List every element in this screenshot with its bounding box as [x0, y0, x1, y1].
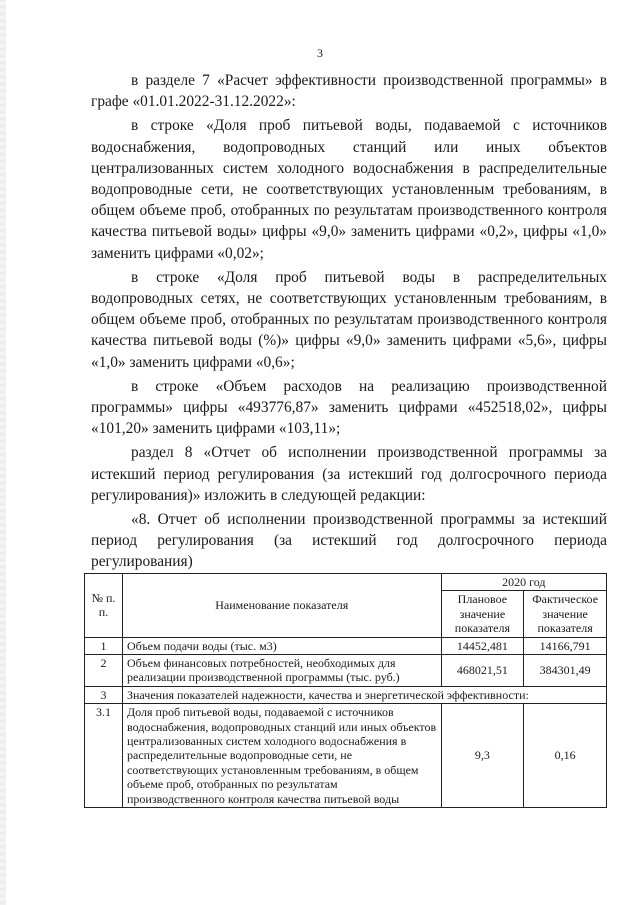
header-plan: Плановое значение показателя	[441, 591, 524, 637]
paragraph-section-7: в разделе 7 «Расчет эффективности производственной программы» в графе «01.01.2022-31.12.2022»:	[91, 72, 607, 111]
row-num: 1	[85, 637, 123, 654]
row-name: Значения показателей надежности, качества и энергетической эффективности:	[123, 686, 607, 703]
row-num: 2	[85, 655, 123, 687]
header-fact: Фактическое значение показателя	[524, 591, 607, 637]
scan-edge-artifact	[0, 0, 6, 905]
paragraph-row-source-water: в строке «Доля проб питьевой воды, подаваемой с источников водоснабжения, водопроводных станций или иных объектов централизованных систем холодного водоснабжения в распределительные водопроводные сети, не соответствующих установленным требованиям, в общем объеме проб, отобранных по результатам производственного контроля качества питьевой воды» цифры «9,0» заменить цифрами «0,2», цифры «1,0» заменить цифрами «0,02»;	[91, 117, 607, 262]
row-name: Объем финансовых потребностей, необходимых для реализации производственной программы (тыс. руб.)	[123, 655, 442, 687]
page-number: 3	[317, 46, 323, 60]
row-fact: 0,16	[524, 704, 607, 808]
row-plan: 14452,481	[441, 637, 524, 654]
paragraph-section-8-title: «8. Отчет об исполнении производственной программы за истекший период регулирования (за истекший год долгосрочного периода регулирования)	[91, 511, 607, 571]
table-row	[85, 704, 607, 808]
paragraph-row-network-water: в строке «Доля проб питьевой воды в распределительных водопроводных сетях, не соответствующих установленным требованиям, в общем объеме проб, отобранных по результатам производственного контроля качества питьевой воды (%)» цифры «9,0» заменить цифрами «5,6», цифры «1,0» заменить цифрами «0,6»;	[91, 268, 607, 371]
paragraph-row-expenses: в строке «Объем расходов на реализацию производственной программы» цифры «493776,87» заменить цифрами «452518,02», цифры «101,20» заменить цифрами «103,11»;	[91, 377, 607, 438]
paragraph-section-8: раздел 8 «Отчет об исполнении производственной программы за истекший период регулирования (за истекший год долгосрочного периода регулирования)» изложить в следующей редакции:	[91, 444, 607, 504]
row-fact: 384301,49	[524, 655, 607, 687]
row-name: Доля проб питьевой воды, подаваемой с источников водоснабжения, водопроводных станций или иных объектов централизованных систем холодного водоснабжения в распределительные водопроводные сети, не соответствующих установленным требованиям, в общем объеме проб, отобранных по результатам производственного контроля качества питьевой воды	[123, 704, 442, 808]
row-num: 3.1	[85, 704, 123, 808]
row-name: Объем подачи воды (тыс. м3)	[123, 637, 442, 654]
header-num: № п. п.	[85, 574, 123, 638]
row-num: 3	[85, 686, 123, 703]
table-row	[85, 655, 607, 687]
table-row	[85, 686, 607, 703]
row-plan: 468021,51	[441, 655, 524, 687]
row-plan: 9,3	[441, 704, 524, 808]
document-body	[91, 70, 607, 573]
table-header-row	[85, 574, 607, 591]
header-year: 2020 год	[441, 574, 606, 591]
header-name: Наименование показателя	[123, 574, 442, 638]
row-fact: 14166,791	[524, 637, 607, 654]
table-row	[85, 637, 607, 654]
report-table	[84, 573, 607, 808]
